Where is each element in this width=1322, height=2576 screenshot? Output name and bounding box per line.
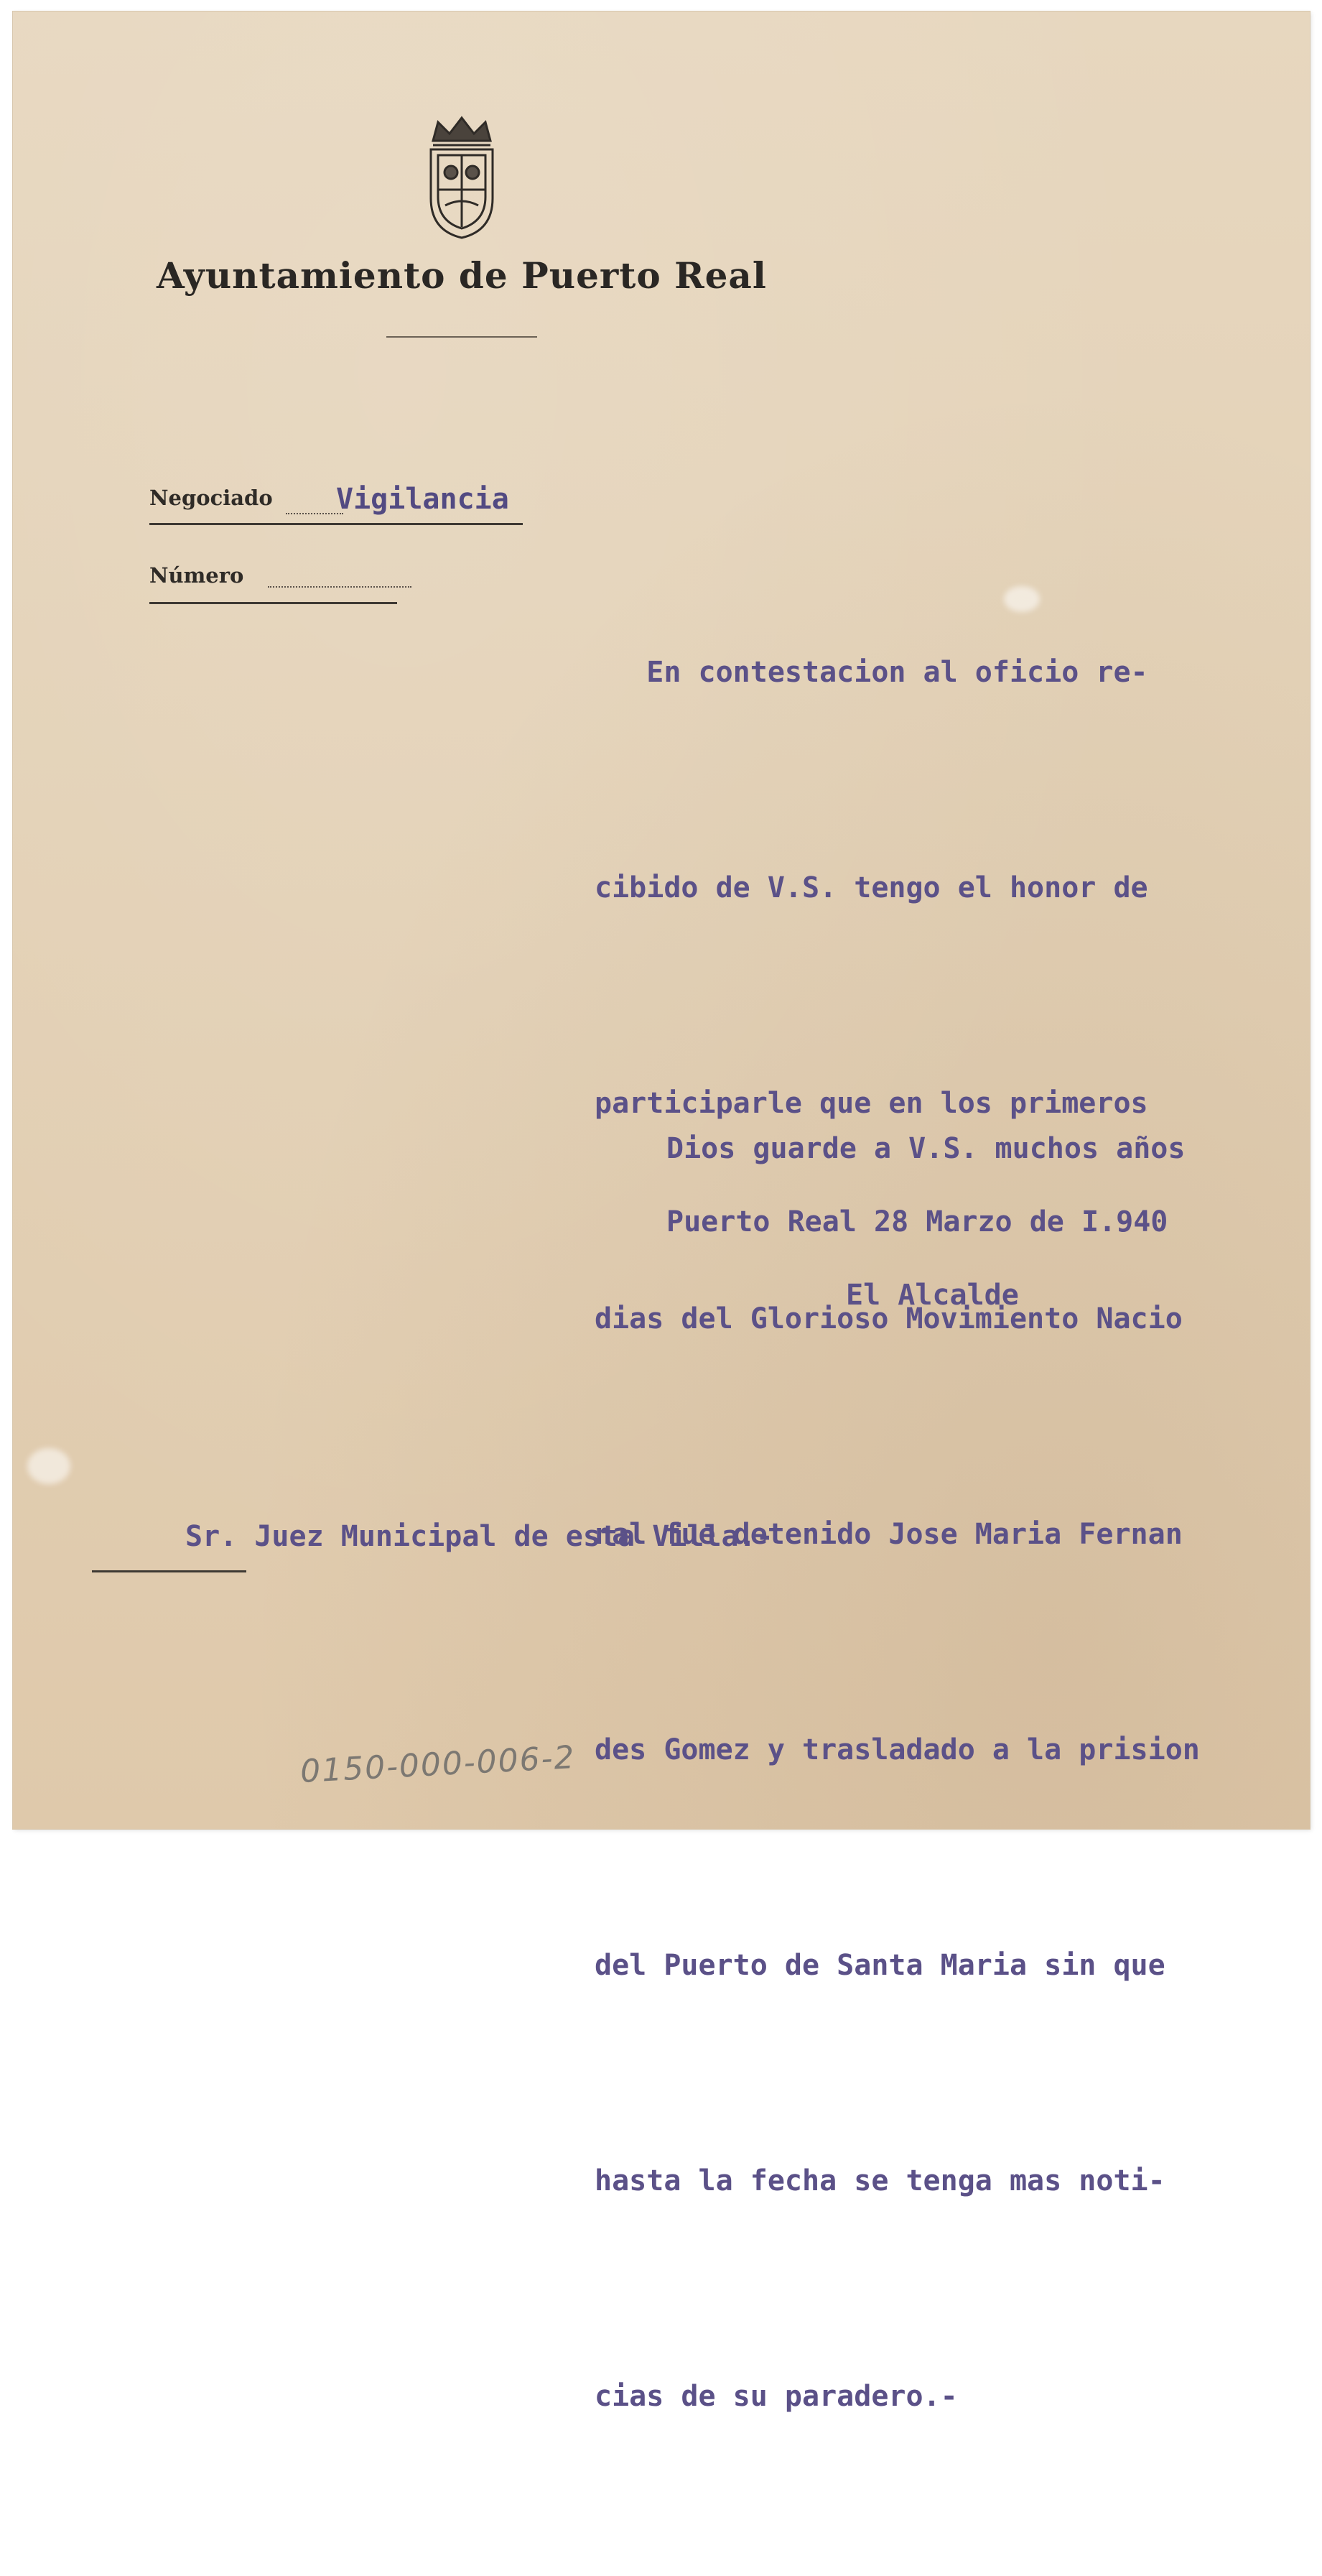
- body-line: dias del Glorioso Movimiento Nacio: [595, 1302, 1183, 1335]
- paper-stain: [27, 1448, 70, 1484]
- paper-stain: [1004, 586, 1040, 612]
- letterhead-divider: [386, 336, 537, 338]
- letterhead-title: Ayuntamiento de Puerto Real: [157, 254, 767, 297]
- closing-signatory: El Alcalde: [846, 1279, 1019, 1312]
- body-line: hasta la fecha se tenga mas noti-: [595, 2164, 1165, 2197]
- coat-of-arms-icon: [422, 112, 501, 241]
- addressee-underline: [92, 1570, 246, 1572]
- document-sheet: [13, 11, 1310, 2413]
- body-line: cias de su paradero.-: [595, 2380, 958, 2413]
- archive-reference: 0150-000-006-2: [299, 1738, 577, 1791]
- body-line: nal fue detenido Jose Maria Fernan: [595, 1518, 1183, 1551]
- closing-date-place: Puerto Real 28 Marzo de I.940: [666, 1205, 1168, 1238]
- numero-dotted-line: [268, 586, 411, 588]
- body-line: cibido de V.S. tengo el honor de: [595, 871, 1148, 904]
- numero-label: Número: [149, 563, 244, 588]
- numero-underline: [149, 602, 397, 604]
- negociado-underline: [149, 523, 523, 525]
- closing-blessing: Dios guarde a V.S. muchos años: [666, 1132, 1186, 1165]
- negociado-value: Vigilancia: [336, 483, 509, 516]
- negociado-label: Negociado: [149, 486, 273, 510]
- negociado-dotted-line: [286, 513, 343, 514]
- body-line: des Gomez y trasladado a la prision: [595, 1733, 1200, 1766]
- body-line: participarle que en los primeros: [595, 1087, 1148, 1120]
- body-line: En contestacion al oficio re-: [595, 656, 1148, 689]
- body-line: del Puerto de Santa Maria sin que: [595, 1949, 1165, 1982]
- addressee: Sr. Juez Municipal de esta Villa.-: [185, 1520, 773, 1553]
